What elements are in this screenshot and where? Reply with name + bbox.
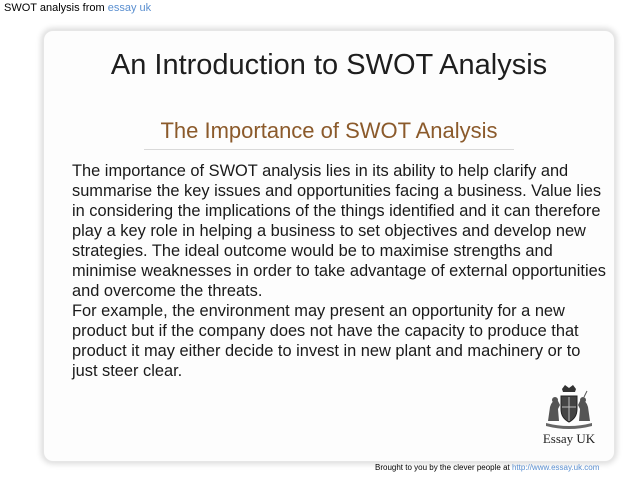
slide-title: An Introduction to SWOT Analysis	[110, 49, 548, 81]
body-paragraph-2: For example, the environment may present an opportunity for a new product but if the company does not have the capacity to produce that product it may either decide to invest in new plant and machinery or to just steer clear.	[72, 302, 581, 380]
bottom-caption	[375, 463, 599, 472]
slide	[43, 30, 615, 462]
slide-body	[72, 161, 607, 381]
crest-icon	[534, 383, 604, 431]
logo-text: Essay UK	[542, 431, 596, 446]
slide-subtitle: The Importance of SWOT Analysis	[160, 118, 498, 143]
bottom-caption-text: Brought to you by the clever people at	[375, 463, 512, 472]
top-caption	[4, 2, 151, 14]
subtitle-divider	[144, 149, 514, 150]
top-caption-text: SWOT analysis from	[4, 2, 108, 14]
essay-uk-logo	[534, 383, 604, 453]
essay-uk-url-link[interactable]: http://www.essay.uk.com	[511, 463, 600, 472]
body-paragraph-1: The importance of SWOT analysis lies in its ability to help clarify and summarise the key issues and opportunities facing a business. Value lies in considering the implications of the things identified and it can therefore play a key role in helping a business to set objectives and develop new strategies. The ideal outcome would be to maximise strengths and minimise weaknesses in order to take advantage of external opportunities and overcome the threats.	[72, 162, 606, 300]
essay-uk-link[interactable]: essay uk	[107, 2, 152, 14]
